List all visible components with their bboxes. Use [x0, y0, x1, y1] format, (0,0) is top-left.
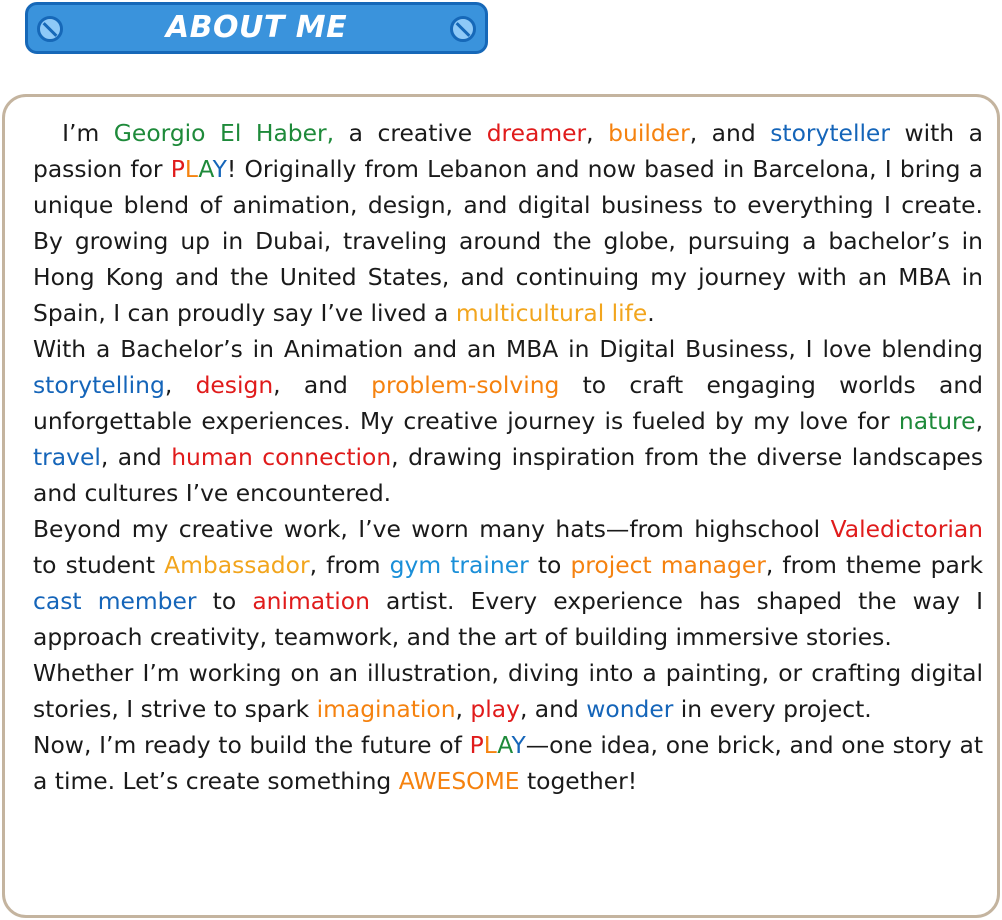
- text-run: I’m: [62, 119, 114, 147]
- highlight-animation: animation: [252, 587, 370, 615]
- about-text: [33, 115, 983, 799]
- text-run: Now, I’m ready to build the future of: [33, 731, 470, 759]
- highlight-ambassador: Ambassador: [164, 551, 310, 579]
- text-run: —one idea, one brick, and one story at a time. Let’s create something: [33, 731, 983, 795]
- highlight-awesome: AWESOME: [398, 767, 520, 795]
- text-run: to craft engaging worlds and unforgettable experiences. My creative journey is fueled by my love for: [33, 371, 983, 435]
- text-run: together!: [519, 767, 638, 795]
- text-run: .: [647, 299, 655, 327]
- paragraph-experience: [33, 511, 983, 655]
- text-run: ,: [975, 407, 983, 435]
- highlight-storyteller: storyteller: [770, 119, 890, 147]
- text-run: With a Bachelor’s in Animation and an MBA in Digital Business, I love blending: [33, 335, 983, 363]
- text-run: a creative: [334, 119, 487, 147]
- highlight-multicultural: multicultural life: [455, 299, 648, 327]
- screw-icon: [450, 16, 476, 42]
- play-letter: Y: [511, 731, 526, 759]
- highlight-play: play: [470, 695, 520, 723]
- text-run: ,: [455, 695, 471, 723]
- banner-title: ABOUT ME: [165, 10, 348, 45]
- text-run: to student: [33, 551, 165, 579]
- text-run: , from: [309, 551, 390, 579]
- highlight-storytelling: storytelling: [33, 371, 165, 399]
- highlight-imagination: imagination: [316, 695, 456, 723]
- text-run: to: [528, 551, 571, 579]
- highlight-travel: travel: [33, 443, 101, 471]
- text-run: , from theme park: [765, 551, 983, 579]
- highlight-builder: builder: [608, 119, 690, 147]
- text-run: in every project.: [673, 695, 872, 723]
- highlight-design: design: [195, 371, 274, 399]
- about-text-card: [2, 94, 1000, 918]
- text-run: ,: [586, 119, 609, 147]
- text-run: to: [196, 587, 253, 615]
- play-word: [171, 155, 227, 183]
- highlight-wonder: wonder: [586, 695, 674, 723]
- text-run: , and: [273, 371, 372, 399]
- play-letter: L: [483, 731, 498, 759]
- paragraph-education: [33, 331, 983, 511]
- text-run: ! Originally from Lebanon and now based in Barcelona, I bring a unique blend of animation, design, and digital business to everything I create. By growing up in Dubai, traveling around the globe, pursuing a bachelor’s in Hong Kong and the United States, and continuing my journey with an MBA in Spain, I can proudly say I’ve lived a: [33, 155, 983, 327]
- text-run: Beyond my creative work, I’ve worn many hats—from highschool: [33, 515, 831, 543]
- text-run: , and: [689, 119, 771, 147]
- paragraph-future: [33, 727, 983, 799]
- paragraph-intro: [33, 115, 983, 331]
- play-letter: L: [184, 155, 199, 183]
- about-me-banner: [25, 2, 488, 54]
- text-run: with a passion for: [33, 119, 984, 183]
- text-run: , and: [519, 695, 587, 723]
- text-run: , and: [100, 443, 172, 471]
- paragraph-creativity: [33, 655, 983, 727]
- text-run: artist. Every experience has shaped the way I approach creativity, teamwork, and the art of building immersive stories.: [33, 587, 983, 651]
- text-run: , drawing inspiration from the diverse landscapes and cultures I’ve encountered.: [33, 443, 983, 507]
- play-letter: Y: [212, 155, 227, 183]
- play-letter: A: [497, 731, 512, 759]
- play-word: [470, 731, 526, 759]
- highlight-valedictorian: Valedictorian: [830, 515, 983, 543]
- text-run: ,: [164, 371, 196, 399]
- highlight-problem-solving: problem-solving: [371, 371, 560, 399]
- play-letter: P: [170, 155, 185, 183]
- highlight-nature: nature: [898, 407, 976, 435]
- highlight-name: Georgio El Haber,: [113, 119, 335, 147]
- play-letter: A: [198, 155, 213, 183]
- text-run: Whether I’m working on an illustration, diving into a painting, or crafting digital stories, I strive to spark: [33, 659, 983, 723]
- highlight-dreamer: dreamer: [486, 119, 587, 147]
- highlight-gym-trainer: gym trainer: [389, 551, 529, 579]
- highlight-human-connection: human connection: [171, 443, 392, 471]
- play-letter: P: [469, 731, 484, 759]
- highlight-project-manager: project manager: [570, 551, 766, 579]
- highlight-cast-member: cast member: [33, 587, 197, 615]
